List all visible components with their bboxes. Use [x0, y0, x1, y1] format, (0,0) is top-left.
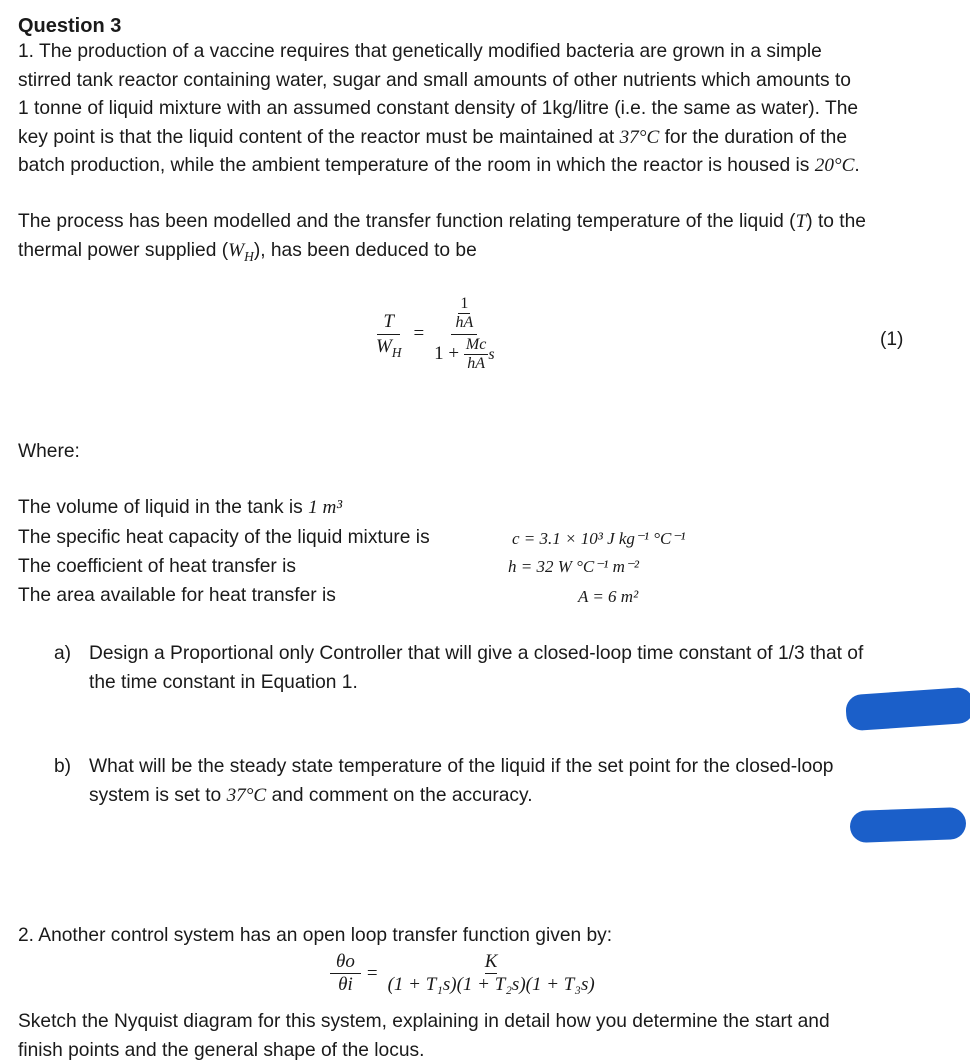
q2-instructions: Sketch the Nyquist diagram for this system, explaining in detail how you determine the start and finish points and the general shape of the locus.	[18, 1011, 830, 1061]
setpoint-temp: 37°C	[619, 126, 660, 148]
q1-intro-line-1: 1. The production of a vaccine requires that genetically modified bacteria are grown in a simple	[18, 41, 822, 62]
param-area-value: A = 6 m²	[578, 587, 639, 606]
part-a-marker: a)	[54, 643, 72, 664]
part-a-text: Design a Proportional only Controller that will give a closed-loop time constant of 1/3 that of the time constant in Equation 1.	[89, 643, 864, 693]
q2-lhs-fraction: $\frac{\theta o}{\theta i}$	[330, 952, 361, 995]
param-heat-transfer-label: The coefficient of heat transfer is	[18, 556, 297, 577]
param-heat-transfer-value: h = 32 W °C⁻¹ m⁻²	[508, 557, 639, 576]
q1-intro	[18, 38, 968, 181]
part-b-text: What will be the steady state temperature of the liquid if the set point for the closed-loop system is set to 37°C and comment on the accuracy.	[89, 756, 834, 806]
transfer-function-equation: $\frac{T}{W_H}$ = $\frac{1}{hA}$ 1 + $\frac{Mc}{hA}$ s	[372, 296, 497, 372]
lhs-fraction: $\frac{T}{W_H}$	[376, 310, 402, 360]
model-paragraph	[18, 208, 968, 265]
equation-number: (1)	[880, 329, 904, 350]
model-line-2: thermal power supplied $(W_H)$, has been deduced to be	[18, 239, 477, 264]
param-heat-capacity-value: c = 3.1 × 10³ J kg⁻¹ °C⁻¹	[512, 529, 686, 548]
model-line-1: The process has been modelled and the transfer function relating temperature of the liquid (T) to the	[18, 211, 866, 232]
blue-marker-stroke-1	[845, 687, 970, 732]
param-area-label: The area available for heat transfer is	[18, 585, 336, 606]
ambient-temp: 20°C	[814, 155, 855, 177]
part-b-marker: b)	[54, 756, 72, 777]
mc-over-hA: $\frac{Mc}{hA}$	[465, 336, 487, 372]
question-heading: Question 3	[18, 15, 122, 37]
param-volume-value: 1 m³	[308, 497, 343, 518]
q1-intro-line-2: stirred tank reactor containing water, sugar and small amounts of other nutrients which amounts to	[18, 69, 851, 91]
q2-equation: $\frac{\theta o}{\theta i}$ = $\frac{K}{\text{(1 + T₁s)(1 + T₂s)(1 + T₃s)}}$	[330, 952, 599, 995]
q2-rhs-fraction: $\frac{K}{\text{(1 + T₁s)(1 + T₂s)(1 + T₃s)}}$	[387, 951, 595, 995]
one-over-hA: $\frac{1}{hA}$	[455, 295, 474, 331]
q1-intro-line-5: batch production, while the ambient temperature of the room in which the reactor is housed is 20°C.	[18, 155, 860, 177]
param-heat-capacity-label: The specific heat capacity of the liquid mixture is	[18, 527, 430, 548]
q1-intro-line-4: key point is that the liquid content of the reactor must be maintained at 37°C for the duration of the	[18, 126, 847, 148]
q2-line-1: 2. Another control system has an open loop transfer function given by:	[18, 925, 613, 946]
blue-marker-stroke-2	[849, 807, 966, 843]
param-volume: The volume of liquid in the tank is 1 m³	[18, 497, 343, 518]
rhs-fraction: $\frac{1}{hA}$ 1 + $\frac{Mc}{hA}$ s	[434, 295, 495, 372]
where-label: Where:	[18, 441, 80, 462]
q1-intro-line-3: 1 tonne of liquid mixture with an assumed constant density of 1kg/litre (i.e. the same as water). The	[18, 98, 859, 120]
